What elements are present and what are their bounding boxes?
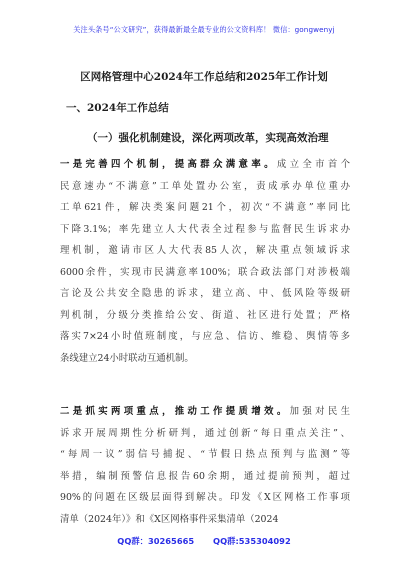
section-heading: 一、2024年工作总结 <box>66 102 169 114</box>
paragraph-line: 二是抓实两项重点，推动工作提质增效。加强对民生 <box>60 406 350 417</box>
paragraph-line: 民意速办“不满意”工单处置办公室，责成承办单位重办 <box>60 180 350 192</box>
paragraph-line: 理机制，邀请市区人大代表85人次，解决重点领域诉求 <box>60 245 350 256</box>
paragraph-priorities <box>60 401 350 530</box>
paragraph-line: 清单（2024年）》和《X区网格事件采集清单（2024 <box>60 513 279 525</box>
footer-contact <box>0 535 408 547</box>
paragraph-line: 举措，编制预警信息报告60余期，通过提前预判，超过 <box>60 470 350 482</box>
sub-heading: （一）强化机制建设，深化两项改革，实现高效治理 <box>87 132 329 144</box>
paragraph-line: 工单621件，解决类案问题21个，初次“不满意”率同比 <box>60 202 350 213</box>
paragraph-line: 下降3.1%；率先建立人大代表全过程参与监督民生诉求办 <box>60 223 350 235</box>
paragraph-line: 条线建立24小时联动互通机制。 <box>60 352 194 364</box>
paragraph-lead: 二是抓实两项重点，推动工作提质增效。 <box>60 406 290 417</box>
paragraph-line: 落实7×24小时值班制度，与应急、信访、维稳、舆情等多 <box>60 331 350 342</box>
paragraph-line: 一是完善四个机制，提高群众满意率。成立全市首个 <box>60 159 350 170</box>
paragraph-line: 判机制，分级分类推给公安、街道、社区进行处置；严格 <box>60 309 350 321</box>
paragraph-lead: 一是完善四个机制，提高群众满意率。 <box>60 159 277 170</box>
qq-group-2: QQ群:535304092 <box>213 536 291 546</box>
promo-banner: 关注头条号“公文研究”，获得最新最全最专业的公文资料库！ 微信：gongwenyj <box>73 25 335 34</box>
paragraph-line: 言论及公共安全隐患的诉求，建立高、中、低风险等级研 <box>60 288 350 299</box>
paragraph-line: 6000余件，实现市民满意率100%；联合政法部门对涉极端 <box>60 266 350 278</box>
paragraph-line: 诉求开展周期性分析研判，通过创新“每日重点关注”、 <box>60 427 350 439</box>
qq-group-1: QQ群：30265665 <box>117 536 195 546</box>
paragraph-line: 90%的问题在区级层面得到解决。印发《X区网格工作事项 <box>60 492 350 503</box>
paragraph-mechanisms <box>60 154 350 369</box>
paragraph-line: “每周一议”弱信号捕捉、“节假日热点预判与监测”等 <box>60 449 350 460</box>
document-title: 区网格管理中心2024年工作总结和2025年工作计划 <box>80 71 328 83</box>
